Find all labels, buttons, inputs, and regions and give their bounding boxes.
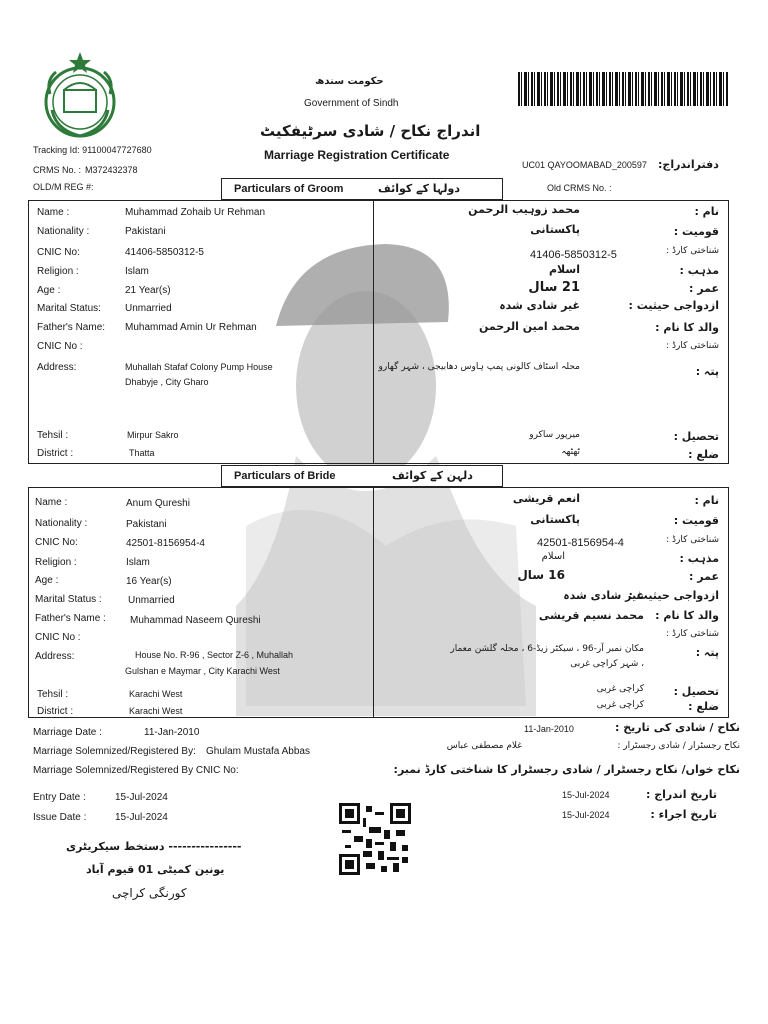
old-crms-label: Old CRMS No. :: [547, 183, 612, 193]
solemnized-cnic-label: Marriage Solemnized/Registered By CNIC No:: [33, 765, 239, 776]
bride-name-value: Anum Qureshi: [126, 498, 190, 509]
barcode: [518, 72, 728, 106]
groom-district-label: District :: [37, 448, 74, 459]
groom-address-line2: Dhabyje , City Gharo: [125, 377, 209, 387]
groom-father-cnic-label: CNIC No :: [37, 341, 83, 352]
bride-address-label: Address:: [35, 651, 75, 662]
signature-city: کورنگی کراچی: [112, 886, 187, 900]
groom-religion-urdu: اسلام: [548, 263, 580, 276]
groom-cnic-label: CNIC No:: [37, 247, 80, 258]
bride-address-urdu-line1: مکان نمبر آر-96 ، سیکٹر زیڈ-6 ، محلہ گلشن معمار: [450, 644, 644, 654]
crms-value: M372432378: [85, 165, 138, 175]
groom-address-label-urdu: پتہ :: [695, 365, 719, 378]
bride-religion-label-urdu: مذہب :: [679, 552, 719, 565]
bride-nationality-label: Nationality :: [35, 518, 88, 529]
bride-address-label-urdu: پتہ :: [695, 646, 719, 659]
groom-cnic-value: 41406-5850312-5: [125, 247, 204, 258]
groom-religion-label-urdu: مذہب :: [679, 264, 719, 277]
groom-section-title-urdu: دولہا کے کوائف: [378, 182, 460, 195]
bride-marital-value: Unmarried: [128, 595, 175, 606]
government-title-urdu: حکومت سندھ: [315, 76, 384, 87]
groom-father-urdu: محمد امین الرحمن: [478, 320, 580, 333]
union-council-name: یونین کمیٹی 01 قیوم آباد: [86, 863, 225, 876]
groom-father-label-urdu: والد کا نام :: [655, 321, 719, 334]
bride-district-label: District :: [37, 706, 74, 717]
groom-tehsil-value: Mirpur Sakro: [127, 430, 179, 440]
groom-cnic-label-urdu: شناختی کارڈ :: [666, 246, 719, 256]
bride-father-label-urdu: والد کا نام :: [655, 609, 719, 622]
bride-father-urdu: محمد نسیم قریشی: [538, 609, 644, 622]
groom-section-header: [221, 178, 503, 200]
office-value: UC01 QAYOOMABAD_200597: [522, 160, 647, 170]
bride-age-urdu: 16 سال: [517, 568, 565, 582]
marriage-date-urdu-value: 11-Jan-2010: [524, 724, 574, 734]
entry-date-value: 15-Jul-2024: [115, 792, 168, 803]
bride-age-label-urdu: عمر :: [689, 570, 719, 583]
bride-nationality-value: Pakistani: [126, 519, 167, 530]
bride-cnic-urdu: 42501-8156954-4: [537, 537, 624, 549]
bride-section-header: [221, 465, 503, 487]
groom-religion-label: Religion :: [37, 266, 79, 277]
bride-tehsil-urdu: کراچی غربی: [596, 684, 644, 694]
groom-name-urdu: محمد زوہیب الرحمن: [468, 203, 580, 216]
government-title: Government of Sindh: [304, 98, 399, 109]
entry-date-label: Entry Date :: [33, 792, 86, 803]
groom-father-value: Muhammad Amin Ur Rehman: [125, 322, 257, 333]
qr-code: [339, 803, 411, 875]
bride-religion-value: Islam: [126, 557, 150, 568]
solemnized-by-urdu: غلام مصطفی عباس: [446, 741, 522, 751]
secretary-signature-line: ---------------- دستخط سیکریٹری: [66, 840, 242, 853]
bride-religion-label: Religion :: [35, 557, 77, 568]
groom-father-label: Father's Name:: [37, 322, 106, 333]
groom-name-label: Name :: [37, 207, 70, 218]
groom-divider: [373, 200, 374, 464]
entry-date-urdu-value: 15-Jul-2024: [562, 790, 610, 800]
bride-tehsil-value: Karachi West: [129, 689, 183, 699]
bride-marital-urdu: غیر شادی شدہ: [563, 589, 644, 602]
bride-section-title-urdu: دلہن کے کوائف: [392, 469, 473, 482]
bride-marital-label-urdu: ازدواجی حیثیت :: [628, 589, 719, 602]
groom-name-label-urdu: نام :: [694, 205, 719, 218]
sindh-government-seal: [34, 50, 126, 142]
certificate-title-urdu: اندراج نکاح / شادی سرٹیفکیٹ: [260, 122, 481, 140]
bride-tehsil-label-urdu: تحصیل :: [673, 685, 719, 698]
bride-address-urdu-line2: ، شہر کراچی غربی: [570, 659, 644, 669]
groom-nationality-label: Nationality :: [37, 226, 90, 237]
groom-nationality-label-urdu: قومیت :: [673, 225, 719, 238]
groom-marital-label-urdu: ازدواجی حیثیت :: [628, 299, 719, 312]
solemnized-cnic-label-urdu: نکاح خواں/ نکاح رجسٹرار / شادی رجسٹرار کا شناختی کارڈ نمبر:: [393, 763, 740, 776]
crms-label: CRMS No. :: [33, 165, 82, 175]
bride-marital-label: Marital Status :: [35, 594, 102, 605]
bride-address-line2: Gulshan e Maymar , City Karachi West: [125, 666, 280, 676]
groom-marital-urdu: غیر شادی شدہ: [499, 299, 580, 312]
bride-religion-urdu: اسلام: [541, 551, 565, 562]
groom-tehsil-urdu: میرپور ساکرو: [529, 430, 580, 440]
groom-tehsil-label: Tehsil :: [37, 430, 69, 441]
groom-name-value: Muhammad Zohaib Ur Rehman: [125, 207, 266, 218]
entry-date-label-urdu: تاریخ اندراج :: [646, 788, 717, 801]
groom-father-cnic-label-urdu: شناختی کارڈ :: [666, 341, 719, 351]
bride-age-value: 16 Year(s): [126, 576, 172, 587]
groom-tehsil-label-urdu: تحصیل :: [673, 430, 719, 443]
groom-cnic-urdu: 41406-5850312-5: [530, 249, 617, 261]
groom-district-label-urdu: ضلع :: [688, 448, 719, 461]
marriage-date-label-urdu: نکاح / شادی کی تاریخ :: [614, 721, 740, 734]
bride-name-urdu: انعم قریشی: [512, 492, 580, 505]
issue-date-value: 15-Jul-2024: [115, 812, 168, 823]
bride-cnic-value: 42501-8156954-4: [126, 538, 205, 549]
bride-father-value: Muhammad Naseem Qureshi: [130, 615, 261, 626]
bride-cnic-label: CNIC No:: [35, 537, 78, 548]
bride-name-label: Name :: [35, 497, 68, 508]
marriage-date-label: Marriage Date :: [33, 727, 102, 738]
groom-address-label: Address:: [37, 362, 77, 373]
bride-tehsil-label: Tehsil :: [37, 689, 69, 700]
groom-marital-label: Marital Status:: [37, 303, 101, 314]
bride-divider: [373, 487, 374, 718]
issue-date-urdu-value: 15-Jul-2024: [562, 810, 610, 820]
bride-district-urdu: کراچی غربی: [596, 700, 644, 710]
groom-district-value: Thatta: [129, 448, 155, 458]
marriage-date-value: 11-Jan-2010: [144, 727, 200, 738]
solemnized-by-label: Marriage Solemnized/Registered By:: [33, 746, 196, 757]
certificate-title: Marriage Registration Certificate: [264, 148, 450, 162]
bride-cnic-label-urdu: شناختی کارڈ :: [666, 535, 719, 545]
groom-marital-value: Unmarried: [125, 303, 172, 314]
groom-age-label: Age :: [37, 285, 61, 296]
bride-district-label-urdu: ضلع :: [688, 700, 719, 713]
old-m-reg-label: OLD/M REG #:: [33, 182, 94, 192]
bride-father-cnic-label-urdu: شناختی کارڈ :: [666, 629, 719, 639]
groom-section-title: Particulars of Groom: [234, 183, 344, 195]
bride-section-title: Particulars of Bride: [234, 470, 336, 482]
bride-age-label: Age :: [35, 575, 59, 586]
groom-address-urdu: محلہ اسٹاف کالونی پمپ ہاوس دھابیجی ، شہر گھارو: [378, 362, 580, 372]
groom-religion-value: Islam: [125, 266, 149, 277]
groom-age-label-urdu: عمر :: [689, 282, 719, 295]
tracking-id: Tracking Id: 91100047727680: [33, 145, 152, 155]
bride-father-label: Father's Name :: [35, 613, 106, 624]
bride-nationality-label-urdu: قومیت :: [673, 514, 719, 527]
issue-date-label-urdu: تاریخ اجراء :: [650, 808, 717, 821]
bride-father-cnic-label: CNIC No :: [35, 632, 81, 643]
groom-district-urdu: ٹھٹھہ: [561, 447, 580, 457]
bride-district-value: Karachi West: [129, 706, 183, 716]
office-label-urdu: دفتراندراج:: [658, 158, 719, 171]
bride-nationality-urdu: پاکستانی: [530, 513, 580, 526]
groom-age-value: 21 Year(s): [125, 285, 171, 296]
issue-date-label: Issue Date :: [33, 812, 87, 823]
groom-age-urdu: 21 سال: [528, 280, 580, 295]
bride-address-line1: House No. R-96 , Sector Z-6 , Muhallah: [135, 650, 294, 660]
groom-address-line1: Muhallah Stafaf Colony Pump House: [125, 362, 273, 372]
solemnized-by-label-urdu: نکاح رجسٹرار / شادی رجسٹرار :: [617, 741, 740, 751]
bride-name-label-urdu: نام :: [694, 494, 719, 507]
solemnized-by-value: Ghulam Mustafa Abbas: [206, 746, 310, 757]
groom-nationality-urdu: پاکستانی: [530, 223, 580, 236]
groom-nationality-value: Pakistani: [125, 226, 166, 237]
